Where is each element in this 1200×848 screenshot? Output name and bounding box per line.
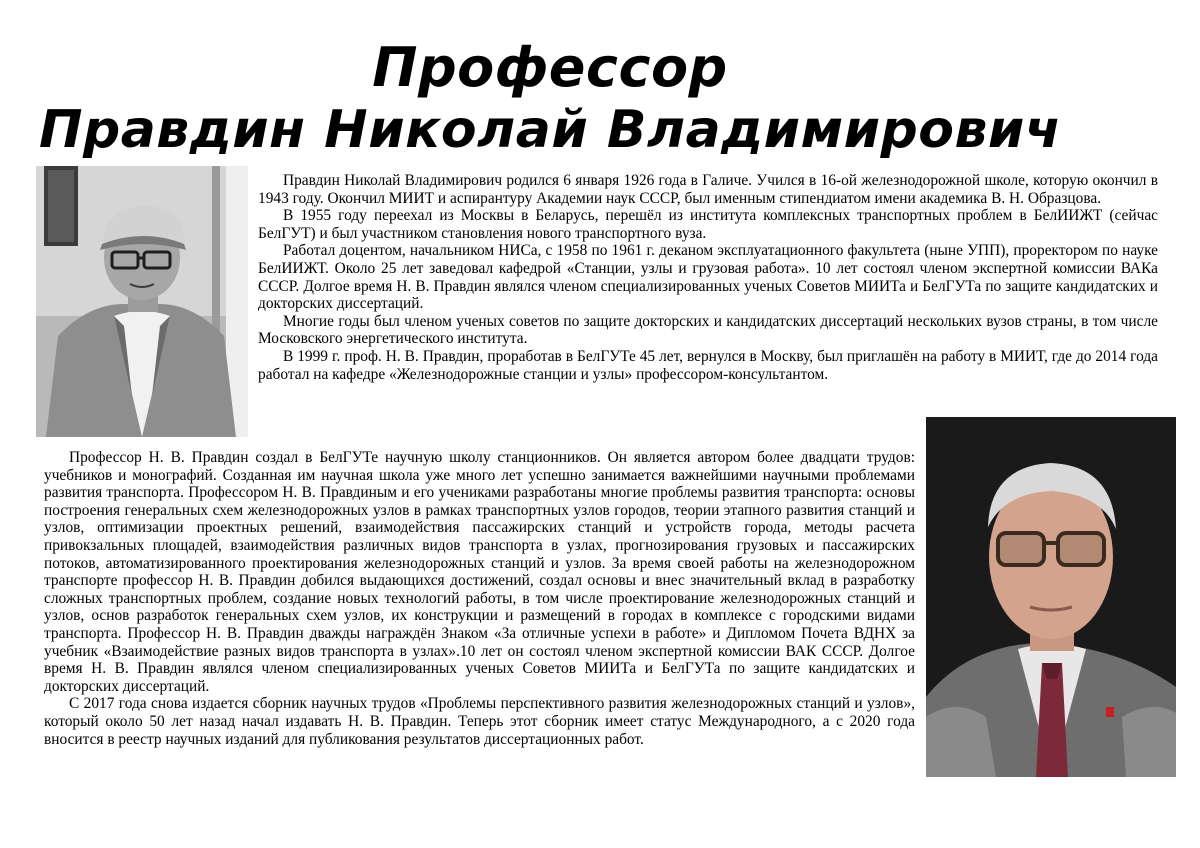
page-title-line-1: Профессор [372, 36, 728, 99]
biography-paragraph: Работал доцентом, начальником НИСа, с 1958 по 1961 г. деканом эксплуатационного факультета (ныне УПП), проректором по науке БелИИЖТ. Около 25 лет заведовал кафедрой «Станции, узлы и грузовая работа». 10 лет состоял членом экспертной комиссии ВАКа СССР. Долгое время Н. В. Правдин являлся членом специализированных ученых Советов МИИТа и БелГУТа по защите кандидатских и докторских диссертаций. [258, 242, 1158, 313]
biography-paragraph: В 1955 году переехал из Москвы в Беларусь, перешёл из института комплексных транспортных проблем в БелИИЖТ (сейчас БелГУТ) и был участником становления нового транспортного вуза. [258, 207, 1158, 242]
scientific-school-paragraph: Профессор Н. В. Правдин создал в БелГУТе научную школу станционников. Он является автором более двадцати трудов: учебников и монографий. Созданная им научная школа уже много лет успешно занимается важнейшими научными проблемами развития транспорта. Профессором Н. В. Правдиным и его учениками разработаны многие проблемы развития транспорта: основы построения генеральных схем железнодорожных узлов в рамках транспортных узлов городов, теории этапного развития станций и узлов, оптимизации проектных решений, взаимодействия пассажирских станций и устройств города, методы расчета привокзальных площадей, взаимодействия различных видов транспорта в узлах, прогнозирования грузовых и пассажирских потоков, автоматизированного проектирования железнодорожных станций и узлов. За время своей работы на железнодорожном транспорте профессор Н. В. Правдин добился выдающихся достижений, создал основы и внес значительный вклад в разработку сложных транспортных проблем, создание новых технологий работы, в том числе проектирование железнодорожных станций и узлов, основ разработок генеральных схем узлов, их конструкции и размещений в городах в комплексе с городскими видами транспорта. Профессор Н. В. Правдин дважды награждён Знаком «За отличные успехи в работе» и Дипломом Почета ВДНХ за учебник «Взаимодействие разных видов транспорта в узлах».10 лет он состоял членом экспертной комиссии ВАК СССР. Долгое время Н. В. Правдин являлся членом специализированных ученых Советов МИИТа и БелГУТа по защите кандидатских и докторских диссертаций. [44, 449, 915, 695]
biography-paragraph: В 1999 г. проф. Н. В. Правдин, проработав в БелГУТе 45 лет, вернулся в Москву, был приглашён на работу в МИИТ, где до 2014 года работал на кафедре «Железнодорожные станции и узлы» профессором-консультантом. [258, 347, 1158, 383]
portrait-color-image [926, 417, 1176, 777]
portrait-photo-young [36, 166, 248, 437]
biography-paragraph: Многие годы был членом ученых советов по защите докторских и кандидатских диссертаций нескольких вузов страны, в том числе Московского энергетического института. [258, 312, 1158, 348]
scientific-school-text [44, 449, 915, 748]
portrait-bw-image [36, 166, 248, 437]
page-title-line-2: Правдин Николай Владимирович [38, 100, 1062, 160]
biography-paragraph: Правдин Николай Владимирович родился 6 января 1926 года в Галиче. Учился в 16-ой железнодорожной школе, которую окончил в 1943 году. Окончил МИИТ и аспирантуру Академии наук СССР, был именным стипендиатом имени академика В. Н. Образцова. [258, 172, 1158, 207]
biography-text [258, 172, 1158, 383]
scientific-school-paragraph: С 2017 года снова издается сборник научных трудов «Проблемы перспективного развития железнодорожных станций и узлов», который около 50 лет назад начал издавать Н. В. Правдин. Теперь этот сборник имеет статус Международного, а с 2020 года вносится в реестр научных изданий для публикования результатов диссертационных работ. [44, 695, 915, 748]
portrait-photo-older [926, 417, 1176, 777]
